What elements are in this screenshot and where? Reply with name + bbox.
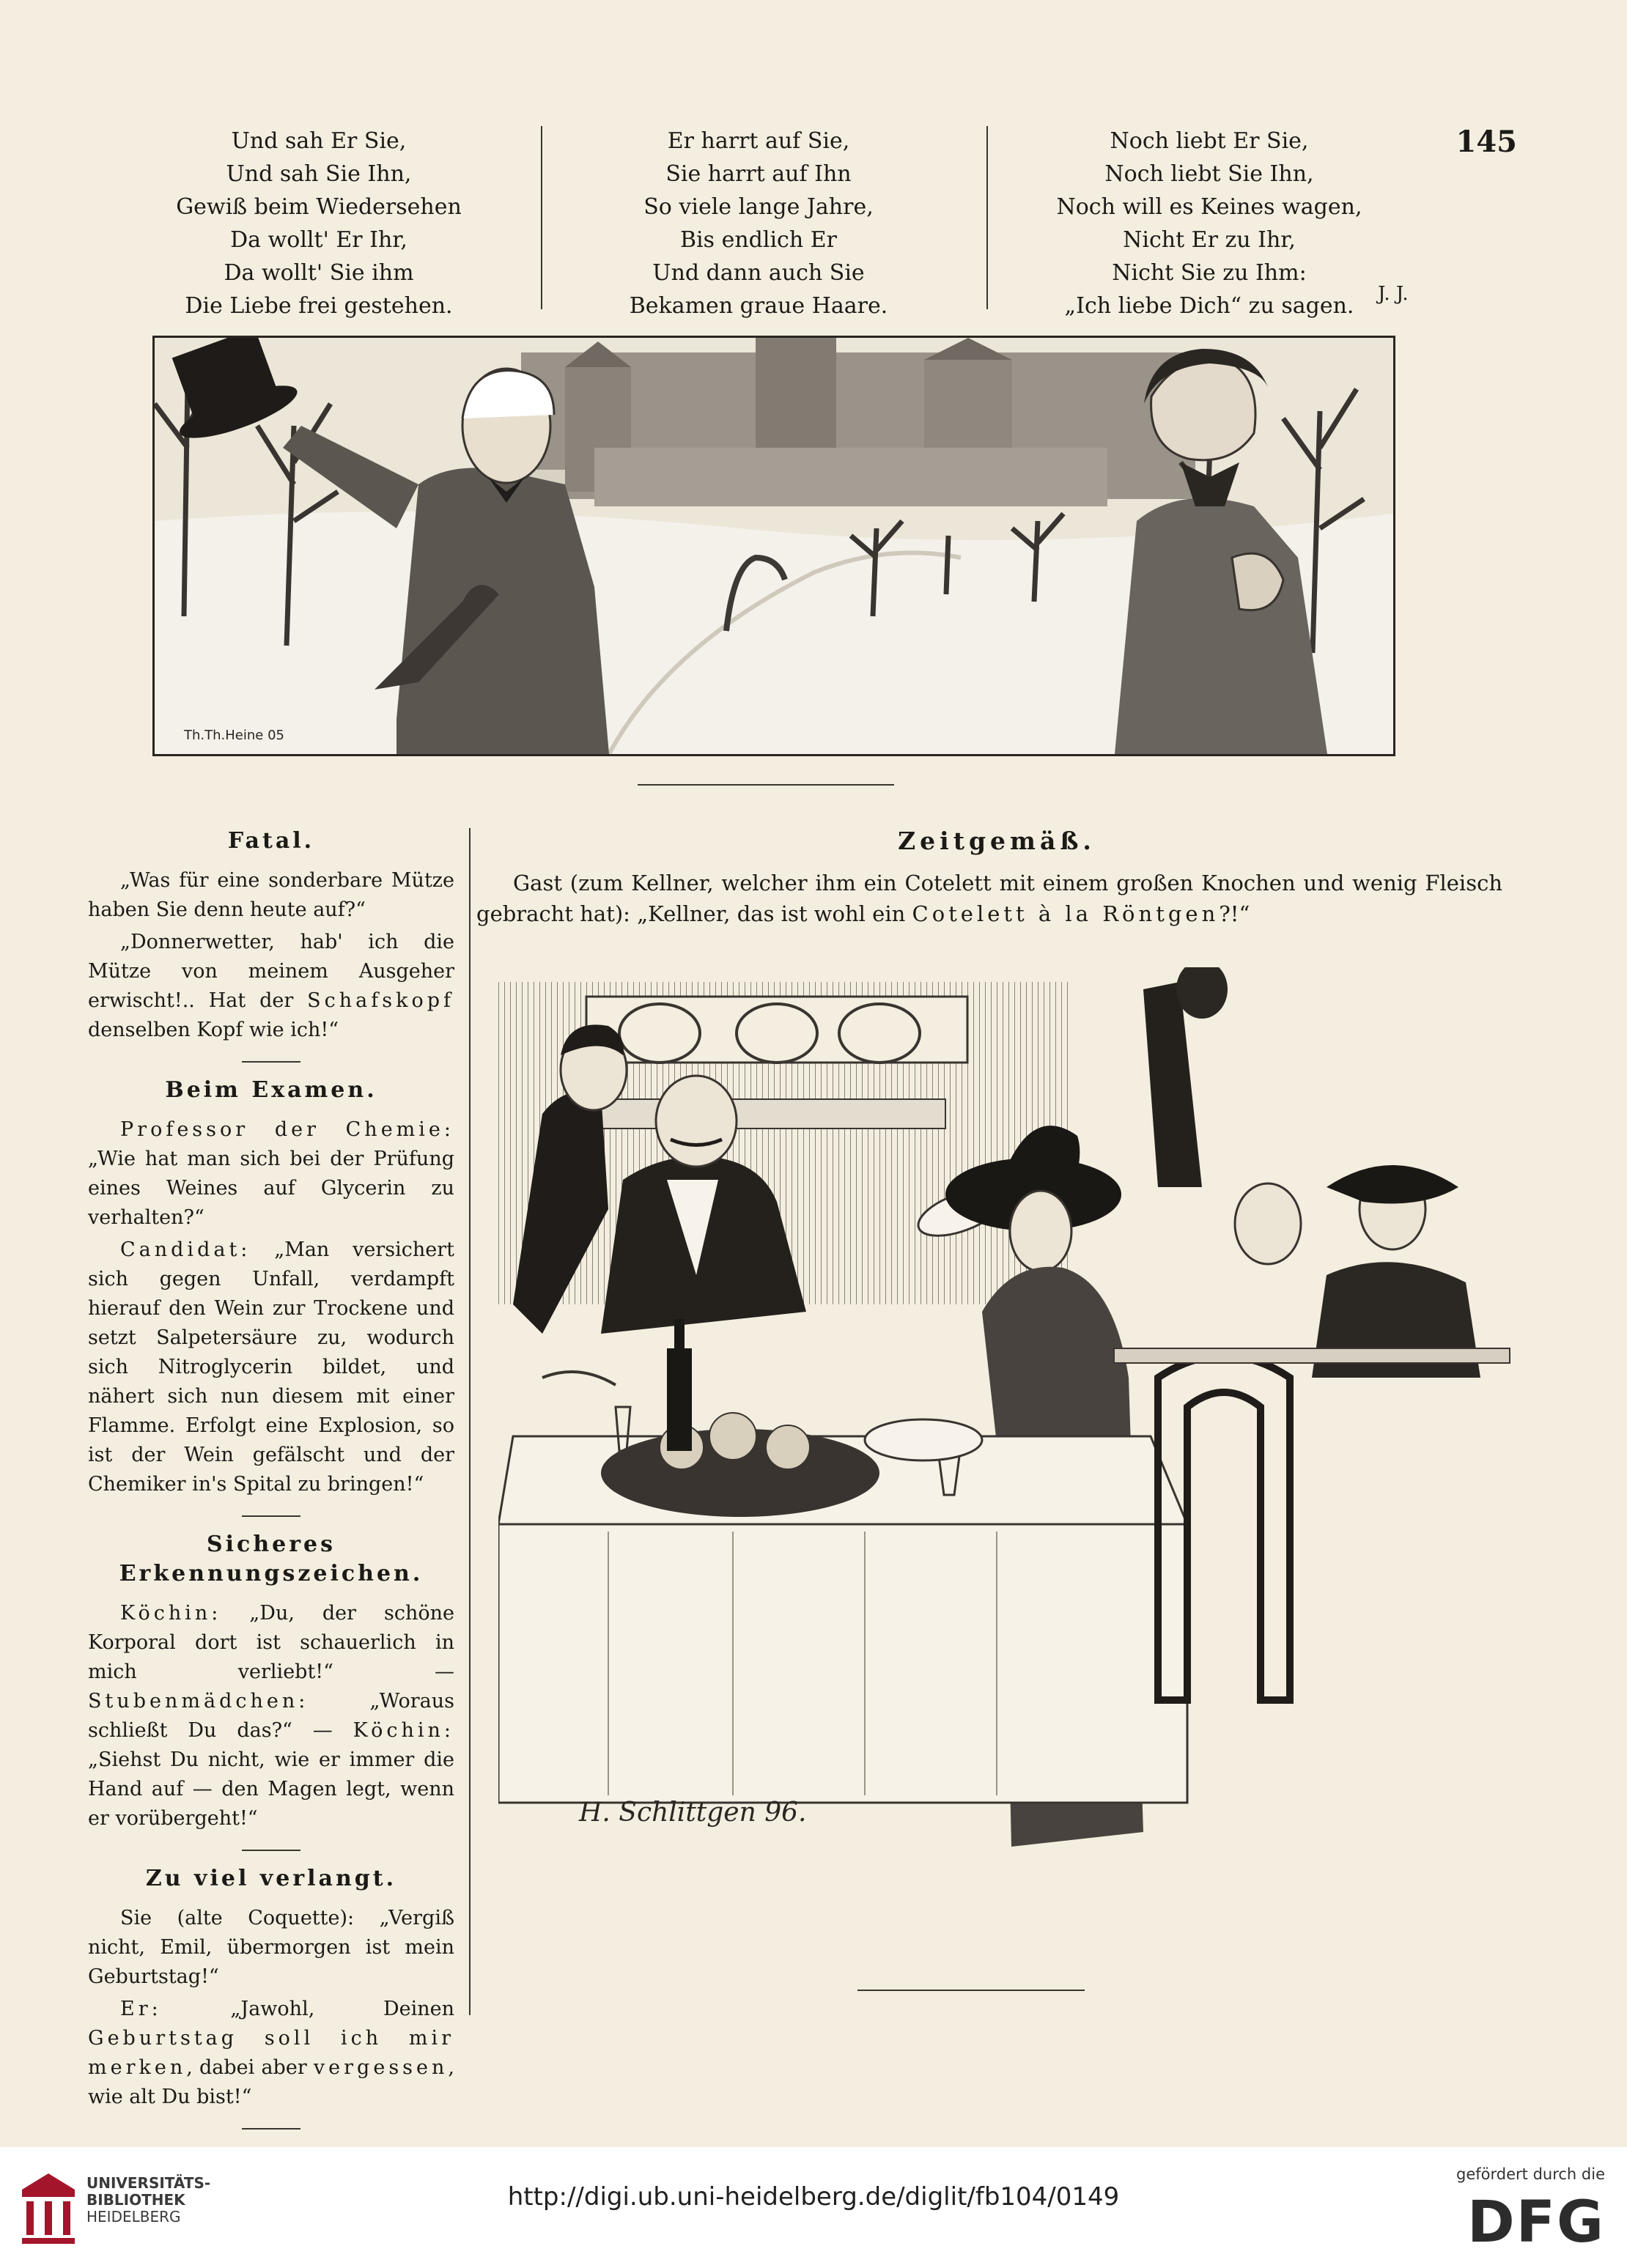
illustration-winter-encounter — [152, 336, 1395, 756]
poem-line: Sie harrt auf Ihn — [665, 161, 852, 187]
column-divider — [541, 126, 542, 309]
heading-beim-examen: Beim Examen. — [165, 1077, 377, 1103]
poem-line: Bekamen graue Haare. — [629, 293, 888, 319]
poem-line: Und sah Sie Ihn, — [226, 161, 412, 187]
poem-line: Und dann auch Sie — [652, 260, 865, 286]
poem-line: „Ich liebe Dich“ zu sagen. — [1064, 293, 1354, 319]
poem-line: Und sah Er Sie, — [231, 128, 407, 154]
poem-line: Da wollt' Sie ihm — [224, 260, 414, 286]
fatal-paragraph-1: „Was für eine sonderbare Mütze haben Sie denn heute auf?“ — [88, 869, 454, 921]
separator — [242, 1061, 300, 1063]
zeitgemaess-text: Gast (zum Kellner, welcher ihm ein Cotelett mit einem großen Knochen und wenig Fleisch gebracht hat): „Kellner, das ist wohl ein Cotelett à la Röntgen?!“ — [476, 871, 1502, 926]
heading-zeitgemaess: Zeitgemäß. — [898, 827, 1096, 855]
column-divider — [469, 828, 471, 2015]
separator — [242, 1515, 300, 1517]
illustration-signature: Th.Th.Heine 05 — [184, 728, 284, 743]
examen-paragraph-1: Professor der Chemie: „Wie hat man sich bei der Prüfung eines Weines auf Glycerin zu verhalten?“ — [88, 1118, 454, 1229]
poem-line: Nicht Er zu Ihr, — [1123, 227, 1296, 253]
poem-stanza-3 — [1026, 125, 1392, 322]
funding-note: gefördert durch die — [1456, 2165, 1605, 2183]
erkennung-paragraph: Köchin: „Du, der schöne Korporal dort ist schauerlich in mich verliebt!“ — Stubenmädchen: „Woraus schließt Du das?“ — Köchin: „Siehst Du nicht, wie er immer die Hand auf — den Magen legt, wenn er vorübergeht!“ — [88, 1602, 454, 1830]
section-divider — [857, 1990, 1085, 1991]
left-column — [88, 827, 454, 2143]
separator — [242, 2128, 300, 2130]
fatal-paragraph-2: „Donnerwetter, hab' ich die Mütze von meinem Ausgeher erwischt!.. Hat der Schafskopf denselben Kopf wie ich!“ — [88, 931, 454, 1041]
poem-stanza-1 — [147, 125, 491, 322]
poem-line: Da wollt' Er Ihr, — [230, 227, 407, 253]
permalink-url[interactable]: http://digi.ub.uni-heidelberg.de/diglit/fb104/0149 — [507, 2182, 1120, 2212]
section-divider — [638, 784, 894, 786]
poem-line: Gewiß beim Wiedersehen — [176, 194, 462, 220]
heading-erkennungszeichen: Sicheres Erkennungszeichen. — [119, 1532, 424, 1587]
poem-line: Bis endlich Er — [680, 227, 837, 253]
poem-line: Noch liebt Er Sie, — [1110, 128, 1309, 154]
page-number: 145 — [1456, 125, 1517, 159]
heading-fatal: Fatal. — [227, 828, 315, 854]
poem-line: Er harrt auf Sie, — [667, 128, 850, 154]
winter-scene-drawing — [155, 338, 1393, 754]
poem-line: So viele lange Jahre, — [643, 194, 874, 220]
restaurant-drawing — [498, 967, 1517, 1876]
examen-paragraph-2: Candidat: „Man versichert sich gegen Unfall, verdampft hierauf den Wein zur Trockene und setzt Salpetersäure zu, wodurch sich Nitroglycerin bildet, und nähert sich nun diesem mit einer Flamme. Erfolgt eine Explosion, so ist der Wein gefälscht und der Chemiker in's Spital zu bringen!“ — [88, 1238, 454, 1496]
poem-signature: J. J. — [1378, 283, 1409, 305]
column-divider — [986, 126, 988, 309]
heading-zu-viel-verlangt: Zu viel verlangt. — [145, 1866, 397, 1891]
poem-line: Noch liebt Sie Ihn, — [1104, 161, 1314, 187]
poem-stanza-2 — [586, 125, 931, 322]
zuviel-paragraph-2: Er: „Jawohl, Deinen Geburtstag soll ich mir merken, dabei aber vergessen, wie alt Du bist!“ — [88, 1998, 454, 2108]
poem-line: Nicht Sie zu Ihm: — [1112, 260, 1307, 286]
separator — [242, 1850, 300, 1851]
zuviel-paragraph-1: Sie (alte Coquette): „Vergiß nicht, Emil, übermorgen ist mein Geburtstag!“ — [88, 1907, 454, 1988]
illustration-restaurant-scene — [498, 967, 1517, 1876]
dfg-logo: DFG — [1466, 2190, 1605, 2256]
illustration-signature: H. Schlittgen 96. — [579, 1798, 807, 1828]
library-name: UNIVERSITÄTS- BIBLIOTHEK HEIDELBERG — [86, 2174, 211, 2225]
poem-line: Die Liebe frei gestehen. — [185, 293, 453, 319]
poem-line: Noch will es Keines wagen, — [1056, 194, 1362, 220]
